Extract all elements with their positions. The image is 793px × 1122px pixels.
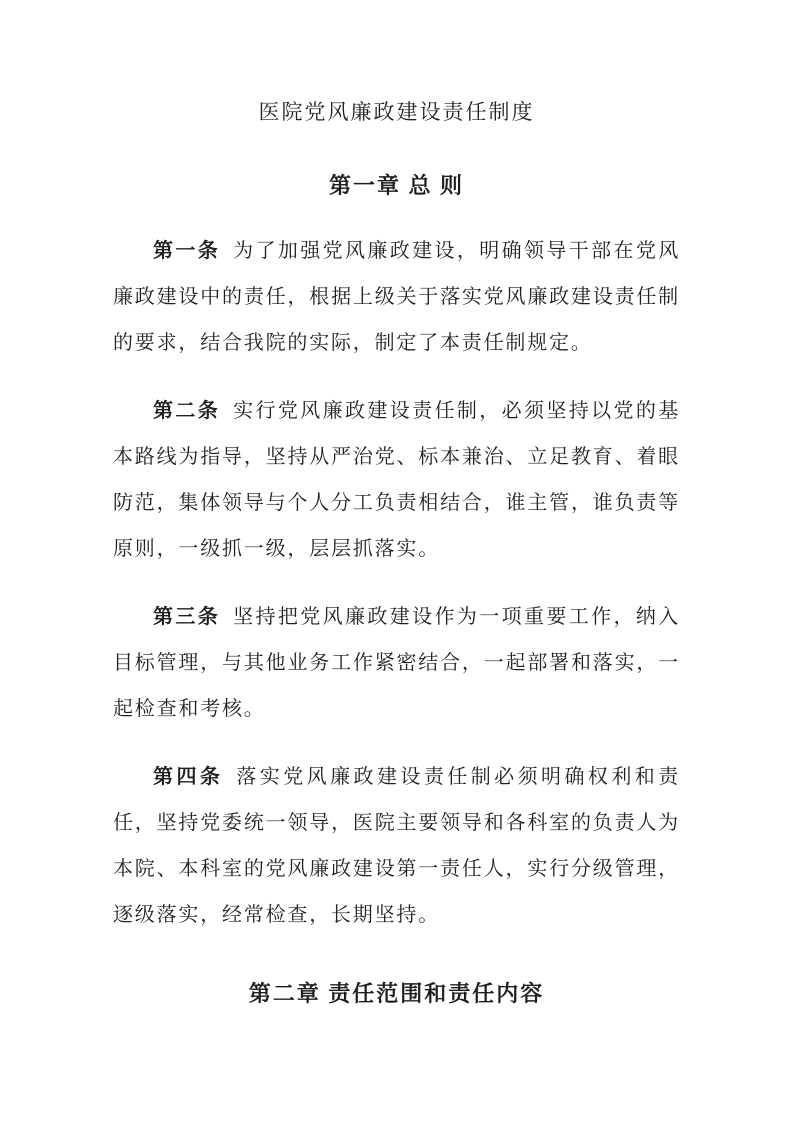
article-2-label: 第二条 [153,400,221,422]
chapter-2-heading: 第二章 责任范围和责任内容 [248,981,545,1006]
article-2-text: 实行党风廉政建设责任制，必须坚持以党的基本路线为指导，坚持从严治党、标本兼治、立足教育、着眼防范，集体领导与个人分工负责相结合，谁主管，谁负责等原则，一级抓一级，层层抓落实。 [113,400,681,560]
article-3-label: 第三条 [153,606,221,628]
document-title: 医院党风廉政建设责任制度 [258,100,535,124]
article-1-paragraph [113,228,680,366]
article-1-text: 为了加强党风廉政建设，明确领导干部在党风廉政建设中的责任，根据上级关于落实党风廉政建设责任制的要求，结合我院的实际，制定了本责任制规定。 [113,240,681,354]
article-4-label: 第四条 [153,766,224,788]
article-3-text: 坚持把党风廉政建设作为一项重要工作，纳入目标管理，与其他业务工作紧密结合，一起部署和落实，一起检查和考核。 [113,606,681,720]
article-2-paragraph [113,388,680,572]
chapter-1-heading: 第一章 总 则 [328,173,464,198]
article-4-text: 落实党风廉政建设责任制必须明确权利和责任，坚持党委统一领导，医院主要领导和各科室的负责人为本院、本科室的党风廉政建设第一责任人，实行分级管理，逐级落实，经常检查，长期坚持。 [113,766,681,926]
article-3-paragraph [113,594,680,732]
article-4-paragraph [113,754,680,938]
article-1-label: 第一条 [153,240,221,262]
